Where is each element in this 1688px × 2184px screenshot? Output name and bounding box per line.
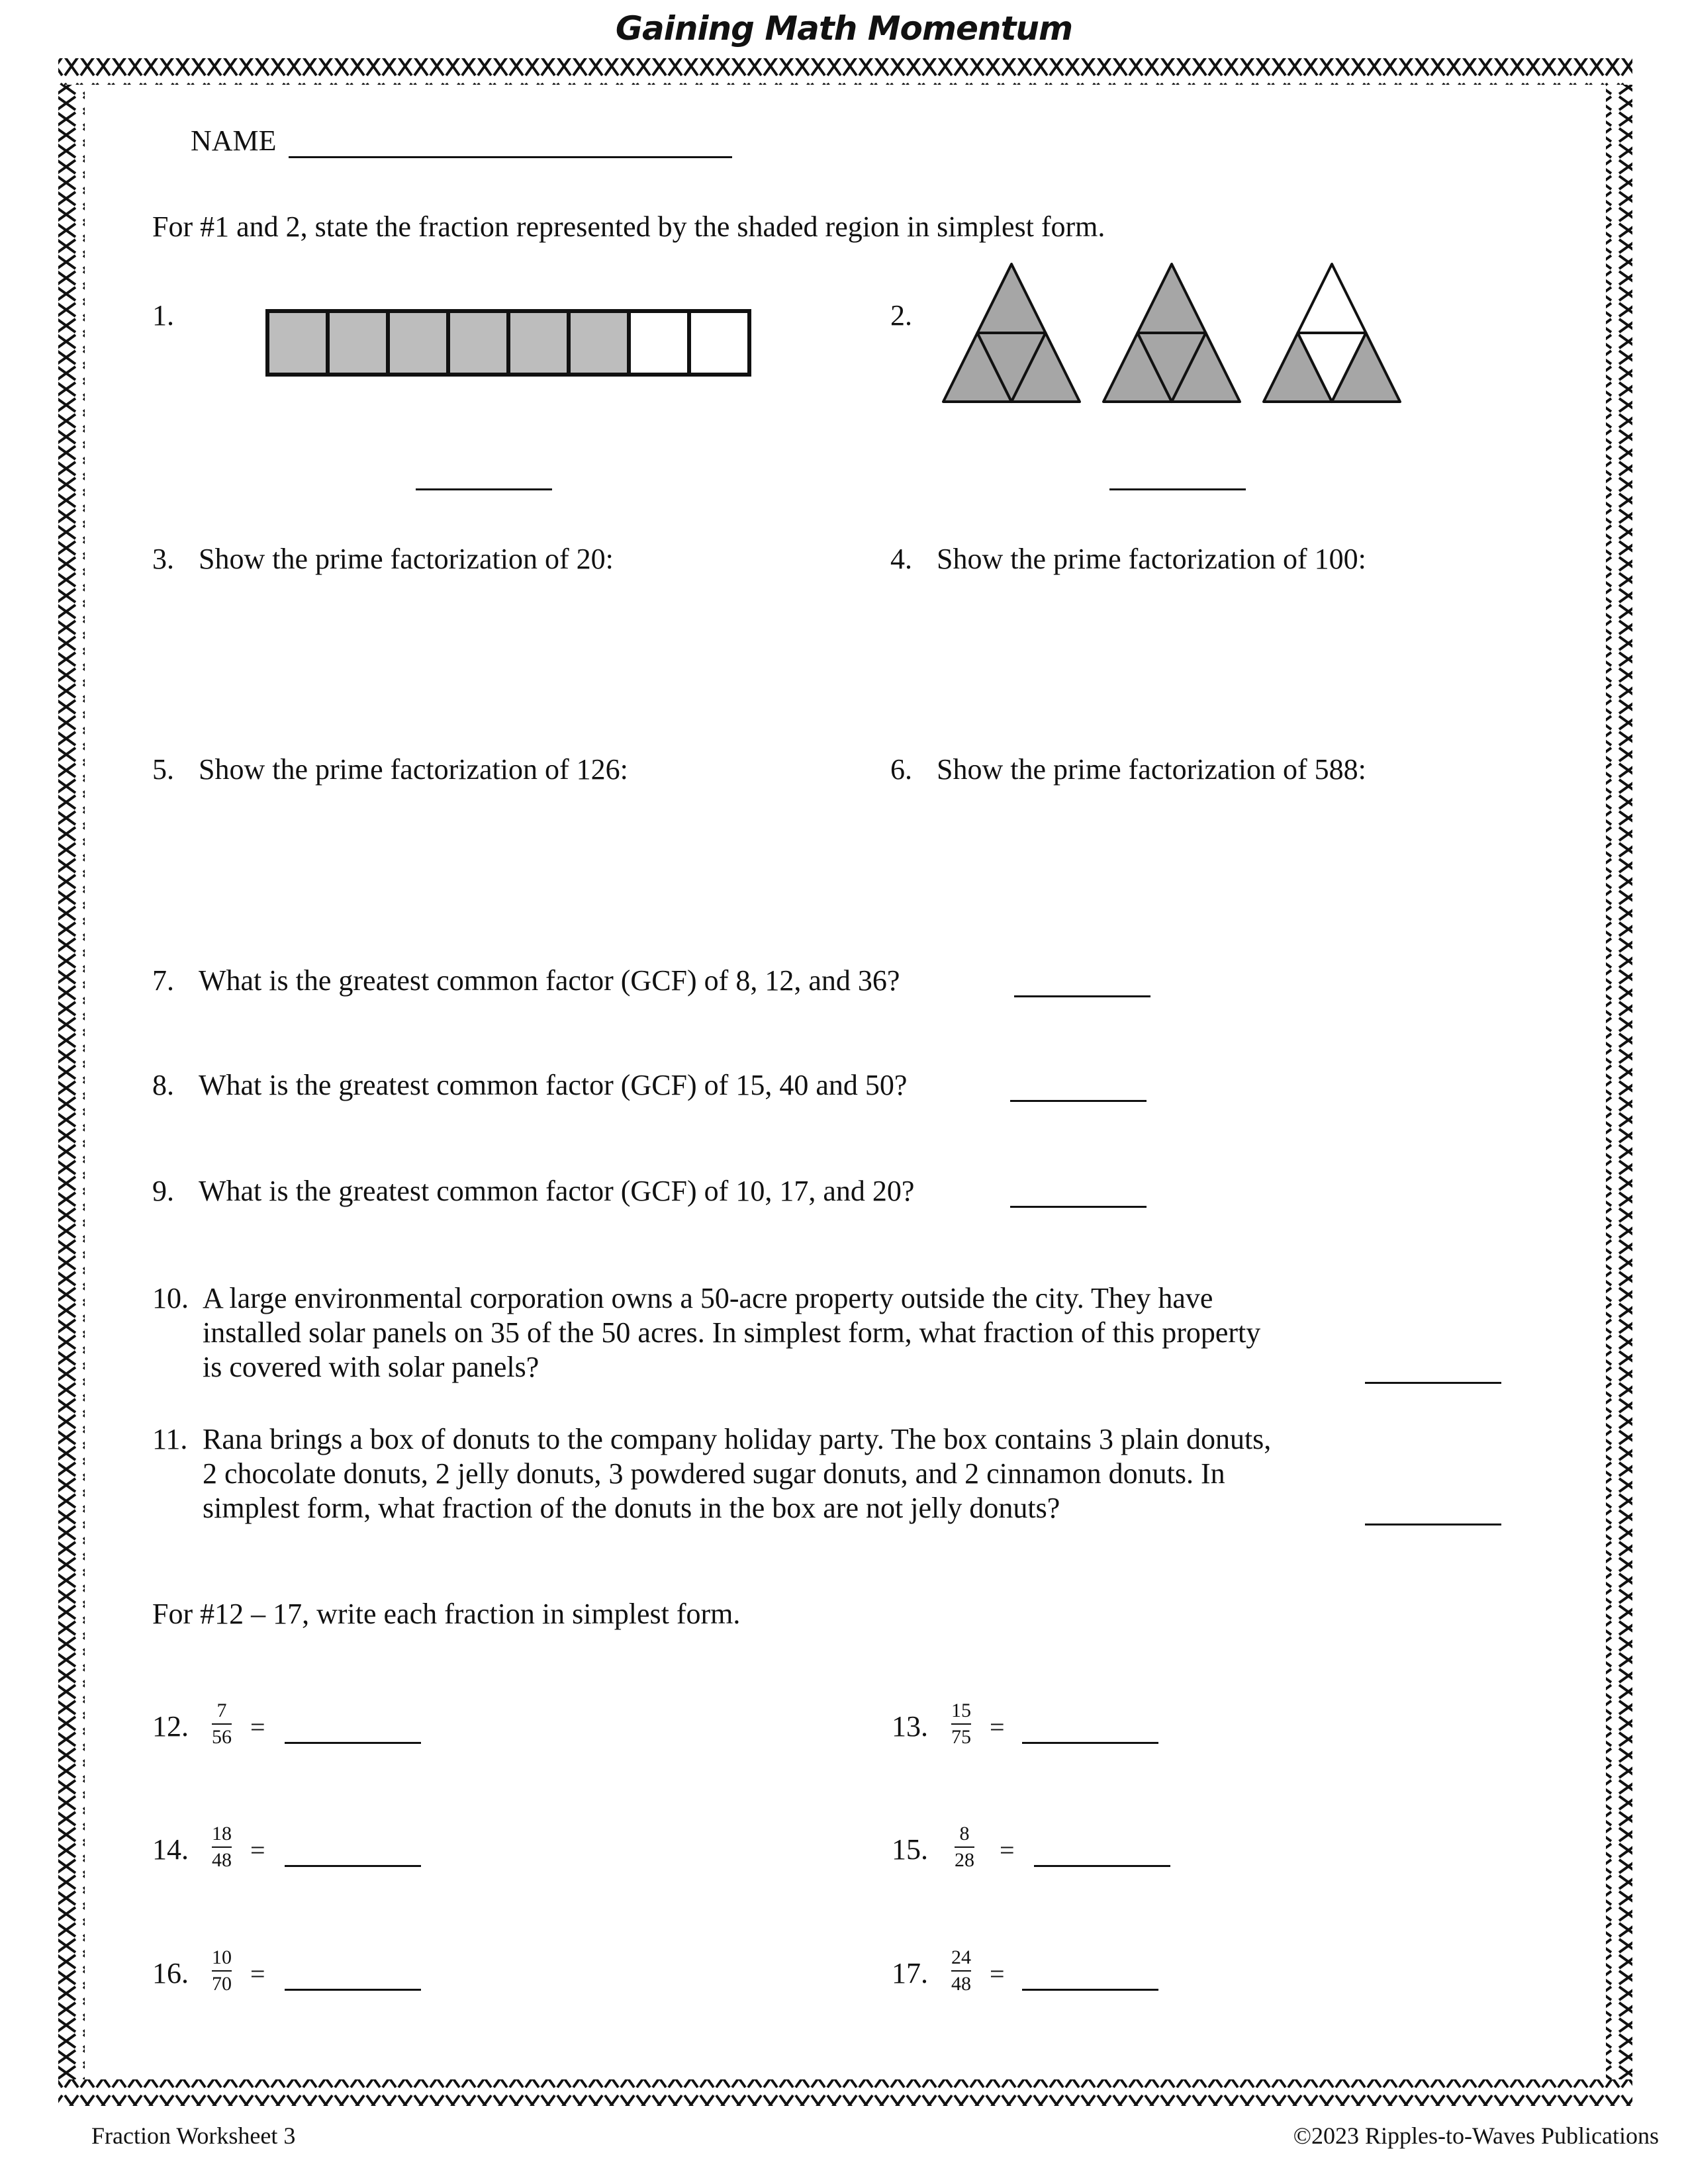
bar-cell-shaded [508,311,569,375]
answer-blank-12[interactable] [285,1742,421,1744]
bar-cell-shaded [388,311,448,375]
problem-7-text: What is the greatest common factor (GCF) of 8, 12, and 36? [199,964,900,997]
fraction-number: 16. [152,1957,189,1989]
problem-8 [152,1068,907,1103]
problem-9 [152,1173,914,1209]
fraction [951,1700,971,1749]
answer-blank-11[interactable] [1365,1524,1501,1525]
equals-sign: = [250,1959,265,1989]
answer-blank-2[interactable] [1109,488,1246,490]
shaded-triangles-figure [940,261,1417,407]
bar-cell-empty [689,311,749,375]
instruction-shaded: For #1 and 2, state the fraction represented by the shaded region in simplest form. [152,210,1105,243]
bar-cell-shaded [328,311,388,375]
bar-cell-shaded [267,311,328,375]
problem-6 [890,752,1366,788]
fraction-numerator: 7 [216,1700,227,1721]
footer-right: ©2023 Ripples-to-Waves Publications [1293,2122,1659,2149]
fraction-denominator: 70 [212,1973,232,1995]
answer-blank-10[interactable] [1365,1382,1501,1384]
fraction-bar [951,1723,971,1725]
fraction-denominator: 75 [951,1726,971,1748]
border-right [1606,85,1632,2079]
fraction-numerator: 8 [959,1823,970,1844]
equals-sign: = [1000,1835,1015,1865]
page-title: Gaining Math Momentum [615,9,1073,48]
problem-11-line-3: simplest form, what fraction of the donuts in the box are not jelly donuts? [203,1492,1060,1524]
fraction-number: 14. [152,1833,189,1866]
fraction-bar [212,1723,232,1725]
footer-left: Fraction Worksheet 3 [91,2122,296,2149]
problem-7-number: 7. [152,964,174,997]
problem-4-number: 4. [890,543,912,575]
bar-cell-shaded [448,311,508,375]
equals-sign: = [250,1712,265,1742]
problem-11-line-2: 2 chocolate donuts, 2 jelly donuts, 3 powdered sugar donuts, and 2 cinnamon donuts. In [203,1457,1225,1490]
answer-blank-17[interactable] [1022,1989,1158,1991]
answer-blank-16[interactable] [285,1989,421,1991]
bar-cell-empty [629,311,689,375]
fraction-number: 15. [892,1833,928,1866]
problem-10-line-2: installed solar panels on 35 of the 50 acres. In simplest form, what fraction of this property [203,1316,1261,1349]
fraction [212,1946,232,1995]
answer-blank-9[interactable] [1010,1206,1147,1208]
problem-4 [890,541,1366,577]
fraction-denominator: 28 [955,1849,974,1871]
problem-8-number: 8. [152,1069,174,1101]
problem-6-text: Show the prime factorization of 588: [937,753,1366,786]
problem-5 [152,752,628,788]
problem-1-number: 1. [152,299,174,332]
border-bottom [58,2079,1632,2106]
triangle-piece-shaded [1138,264,1206,333]
problem-5-text: Show the prime factorization of 126: [199,753,628,786]
problem-9-number: 9. [152,1175,174,1207]
name-input-line[interactable] [289,156,732,158]
equals-sign: = [990,1959,1005,1989]
problem-11-number: 11. [152,1423,188,1455]
fraction-bar [955,1846,974,1848]
instruction-simplest: For #12 – 17, write each fraction in simplest form. [152,1598,741,1630]
problem-3-number: 3. [152,543,174,575]
bar-cell-shaded [569,311,629,375]
border-left [58,85,85,2079]
problem-8-text: What is the greatest common factor (GCF) of 15, 40 and 50? [199,1069,908,1101]
problem-3 [152,541,614,577]
answer-blank-15[interactable] [1034,1865,1170,1867]
equals-sign: = [250,1835,265,1865]
fraction-bar [212,1970,232,1972]
triangle-piece-shaded [978,264,1046,333]
fraction [212,1700,232,1749]
problem-11-line-1: Rana brings a box of donuts to the company holiday party. The box contains 3 plain donuts, [203,1423,1272,1455]
equals-sign: = [990,1712,1005,1742]
fraction-denominator: 48 [212,1849,232,1871]
answer-blank-8[interactable] [1010,1100,1147,1102]
answer-blank-7[interactable] [1014,995,1150,997]
problem-7 [152,963,900,999]
problem-5-number: 5. [152,753,174,786]
problem-3-text: Show the prime factorization of 20: [199,543,614,575]
problem-4-text: Show the prime factorization of 100: [937,543,1366,575]
answer-blank-14[interactable] [285,1865,421,1867]
answer-blank-13[interactable] [1022,1742,1158,1744]
fraction-number: 13. [892,1710,928,1743]
problem-6-number: 6. [890,753,912,786]
fraction [955,1823,974,1872]
fraction-bar [951,1970,971,1972]
fraction-number: 12. [152,1710,189,1743]
fraction-bar [212,1846,232,1848]
fraction-numerator: 15 [951,1700,971,1721]
fraction-numerator: 10 [212,1946,232,1968]
fraction-number: 17. [892,1957,928,1989]
answer-blank-1[interactable] [416,488,552,490]
triangle-piece-empty [1298,264,1366,333]
problem-9-text: What is the greatest common factor (GCF) of 10, 17, and 20? [199,1175,915,1207]
problem-10-line-1: A large environmental corporation owns a 50-acre property outside the city. They have [203,1282,1213,1314]
fraction-numerator: 24 [951,1946,971,1968]
fraction-denominator: 56 [212,1726,232,1748]
fraction [212,1823,232,1872]
fraction [951,1946,971,1995]
problem-2-number: 2. [890,299,912,332]
problem-10-number: 10. [152,1282,189,1314]
name-label: NAME [191,124,277,157]
shaded-bar-figure [265,308,755,378]
problem-10-line-3: is covered with solar panels? [203,1351,539,1383]
fraction-numerator: 18 [212,1823,232,1844]
fraction-denominator: 48 [951,1973,971,1995]
border-top [58,58,1632,85]
